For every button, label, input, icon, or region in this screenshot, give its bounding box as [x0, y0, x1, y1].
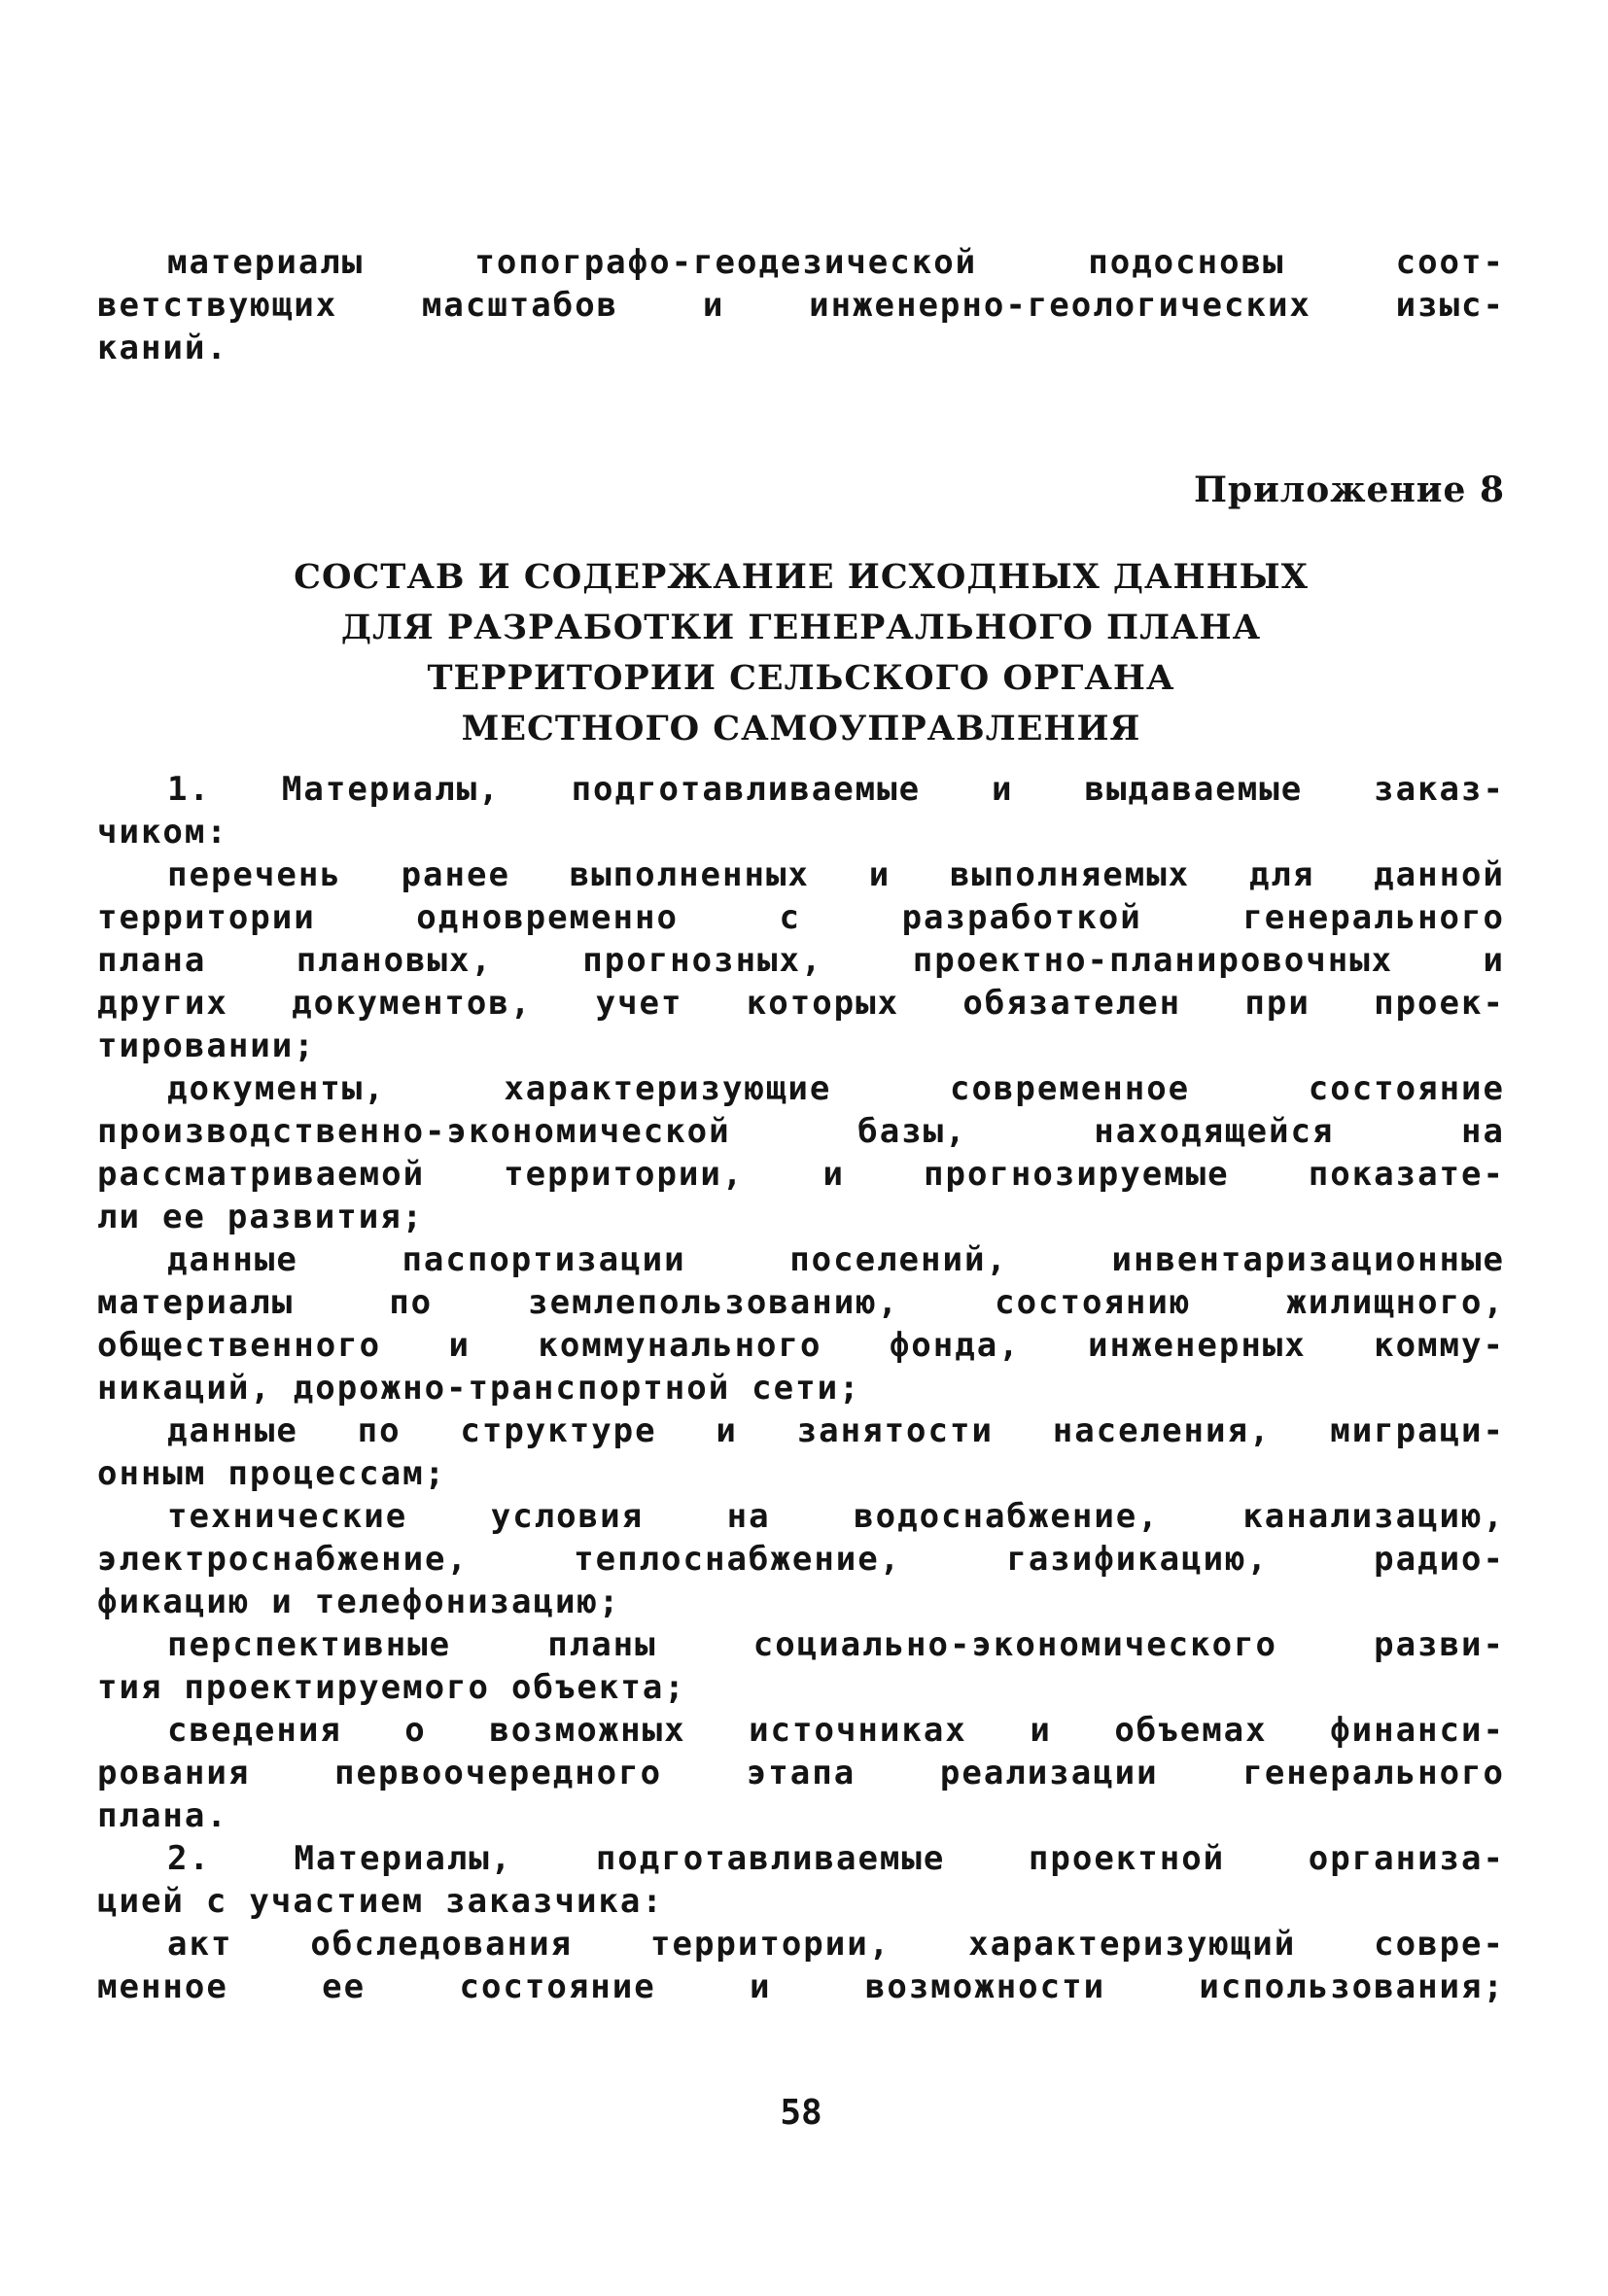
word: производственно-экономической — [97, 1112, 731, 1151]
body-line — [97, 1794, 1505, 1837]
word: о — [404, 1711, 427, 1750]
body-line — [97, 1623, 1505, 1666]
word: первоочередного — [334, 1754, 663, 1792]
body-line — [97, 1110, 1505, 1153]
word: Материалы, — [281, 770, 501, 809]
body-line — [97, 1923, 1505, 1966]
word: чиком: — [97, 813, 228, 852]
body-line — [97, 1452, 1505, 1495]
word: миграци- — [1330, 1411, 1505, 1450]
word: разви- — [1374, 1625, 1505, 1664]
word: инженерно-геологических — [809, 286, 1311, 325]
word: водоснабжение, — [854, 1497, 1160, 1536]
word: ветствующих — [97, 286, 338, 325]
word: генерального — [1242, 1754, 1505, 1792]
word: плановых, — [296, 941, 493, 980]
word: ее — [161, 1198, 206, 1236]
word: фонда, — [889, 1326, 1021, 1365]
continuation-line — [97, 327, 1505, 369]
title-line: ТЕРРИТОРИИ СЕЛЬСКОГО ОРГАНА — [427, 658, 1175, 698]
document-page — [97, 0, 1505, 2296]
word: находящейся — [1094, 1112, 1335, 1151]
body-line — [97, 1880, 1505, 1923]
body-line — [97, 1367, 1505, 1409]
word: развития; — [227, 1198, 425, 1236]
word: тия — [97, 1668, 163, 1707]
word: ранее — [401, 855, 510, 894]
document-title — [97, 552, 1505, 754]
body-line — [97, 1196, 1505, 1238]
word: и — [1030, 1711, 1052, 1750]
word: данные — [167, 1411, 298, 1450]
word: объекта; — [511, 1668, 686, 1707]
word: плана. — [97, 1796, 228, 1835]
word: занятости — [796, 1411, 994, 1450]
word: данной — [1374, 855, 1505, 894]
appendix-label: Приложение 8 — [1193, 470, 1505, 510]
word: территории — [97, 898, 316, 937]
word: и — [1483, 941, 1505, 980]
word: и — [448, 1326, 471, 1365]
continuation-line — [97, 284, 1505, 327]
body-line — [97, 1238, 1505, 1281]
word: документов, — [292, 984, 533, 1023]
word: выполняемых — [949, 855, 1191, 894]
word: обязателен — [962, 984, 1182, 1023]
word: выдаваемые — [1084, 770, 1304, 809]
word: данные — [167, 1240, 298, 1279]
word: фикацию — [97, 1583, 251, 1621]
body-line — [97, 1067, 1505, 1110]
word: подготавливаемые — [595, 1839, 946, 1878]
word: тировании; — [97, 1026, 316, 1065]
word: показате- — [1308, 1155, 1505, 1194]
word: территории, — [650, 1925, 891, 1964]
word: и — [868, 855, 891, 894]
word: социально-экономического — [752, 1625, 1278, 1664]
body-line — [97, 1752, 1505, 1794]
word: подосновы — [1088, 243, 1285, 282]
word: перспективные — [167, 1625, 452, 1664]
word: документы, — [167, 1069, 386, 1108]
word: проектной — [1028, 1839, 1226, 1878]
body-line — [97, 1281, 1505, 1324]
word: базы, — [857, 1112, 967, 1151]
word: рования — [97, 1754, 251, 1792]
word: комму- — [1374, 1326, 1505, 1365]
body-line — [97, 1966, 1505, 2008]
continuation-line — [97, 241, 1505, 284]
word: этапа — [746, 1754, 856, 1792]
word: жилищного, — [1286, 1283, 1505, 1322]
word: Материалы, — [294, 1839, 513, 1878]
word: генерального — [1242, 898, 1505, 937]
body-line — [97, 896, 1505, 939]
word: телефонизацию; — [314, 1583, 621, 1621]
word: цией — [97, 1882, 185, 1921]
word: паспортизации — [402, 1240, 686, 1279]
word: радио- — [1374, 1540, 1505, 1579]
word: проек- — [1374, 984, 1505, 1023]
word: современное — [949, 1069, 1191, 1108]
word: и — [702, 286, 725, 325]
word: рассматриваемой — [97, 1155, 426, 1194]
word: поселений, — [789, 1240, 1008, 1279]
word: реализации — [939, 1754, 1159, 1792]
word: возможных — [489, 1711, 686, 1750]
word: участием — [249, 1882, 425, 1921]
word: ее — [322, 1967, 367, 2006]
word: подготавливаемые — [571, 770, 922, 809]
word: заказчика: — [445, 1882, 664, 1921]
word: выполненных — [569, 855, 810, 894]
title-line: ДЛЯ РАЗРАБОТКИ ГЕНЕРАЛЬНОГО ПЛАНА — [340, 608, 1262, 647]
word: материалы — [167, 243, 365, 282]
word: условия — [490, 1497, 645, 1536]
word: процессам; — [227, 1454, 447, 1493]
word: общественного — [97, 1326, 382, 1365]
word: структуре — [460, 1411, 657, 1450]
word: акт — [167, 1925, 233, 1964]
word: газификацию, — [1006, 1540, 1269, 1579]
word: сети; — [752, 1369, 861, 1408]
word: дорожно-транспортной — [293, 1369, 731, 1408]
word: возможности — [864, 1967, 1106, 2006]
word: перечень — [167, 855, 342, 894]
word: источниках — [749, 1711, 967, 1750]
continuation-paragraph — [97, 241, 1505, 369]
body-line — [97, 1409, 1505, 1452]
word: ли — [97, 1198, 141, 1236]
word: на — [726, 1497, 771, 1536]
word: 2. — [167, 1839, 211, 1878]
word: проектируемого — [184, 1668, 490, 1707]
word: топографо-геодезической — [474, 243, 978, 282]
word: состоянию — [995, 1283, 1192, 1322]
page-number: 58 — [780, 2093, 822, 2133]
word: заказ- — [1374, 770, 1505, 809]
word: территории, — [504, 1155, 745, 1194]
body-line — [97, 853, 1505, 896]
word: одновременно — [416, 898, 679, 937]
word: технические — [167, 1497, 408, 1536]
body-line — [97, 768, 1505, 811]
word: с — [779, 898, 801, 937]
word: состояние — [459, 1967, 656, 2006]
word: совре- — [1374, 1925, 1505, 1964]
word: инженерных — [1088, 1326, 1307, 1365]
word: и — [716, 1411, 738, 1450]
body-line — [97, 1581, 1505, 1623]
word: разработкой — [901, 898, 1142, 937]
word: масштабов — [421, 286, 619, 325]
word: состояние — [1308, 1069, 1505, 1108]
word: проектно-планировочных — [912, 941, 1394, 980]
word: и — [271, 1583, 294, 1621]
word: онным — [97, 1454, 207, 1493]
word: канализацию, — [1242, 1497, 1505, 1536]
body-line — [97, 939, 1505, 982]
word: характеризующий — [968, 1925, 1297, 1964]
word: инвентаризационные — [1111, 1240, 1505, 1279]
word: финанси- — [1330, 1711, 1505, 1750]
word: никаций, — [97, 1369, 272, 1408]
word: прогнозируемые — [924, 1155, 1230, 1194]
word: при — [1244, 984, 1311, 1023]
word: и — [750, 1967, 772, 2006]
word: материалы — [97, 1283, 295, 1322]
word: и — [992, 770, 1014, 809]
word: использования; — [1199, 1967, 1505, 2006]
word: 1. — [167, 770, 211, 809]
word: плана — [97, 941, 207, 980]
body-text — [97, 768, 1505, 2008]
word: населения, — [1052, 1411, 1272, 1450]
word: других — [97, 984, 228, 1023]
word: прогнозных, — [582, 941, 823, 980]
word: каний. — [97, 329, 228, 367]
word: характеризующие — [504, 1069, 832, 1108]
word: планы — [547, 1625, 657, 1664]
word: сведения — [167, 1711, 342, 1750]
word: электроснабжение, — [97, 1540, 469, 1579]
word: землепользованию, — [528, 1283, 900, 1322]
word: организа- — [1308, 1839, 1505, 1878]
word: для — [1248, 855, 1315, 894]
word: по — [357, 1411, 402, 1450]
title-line: МЕСТНОГО САМОУПРАВЛЕНИЯ — [461, 709, 1141, 748]
word: объемах — [1114, 1711, 1268, 1750]
body-line — [97, 811, 1505, 853]
word: менное — [97, 1967, 228, 2006]
title-line: СОСТАВ И СОДЕРЖАНИЕ ИСХОДНЫХ ДАННЫХ — [294, 557, 1309, 597]
word: которых — [746, 984, 900, 1023]
word: на — [1461, 1112, 1505, 1151]
body-line — [97, 1495, 1505, 1538]
word: обследования — [310, 1925, 574, 1964]
word: с — [205, 1882, 228, 1921]
word: коммунального — [538, 1326, 822, 1365]
body-line — [97, 1837, 1505, 1880]
body-line — [97, 1153, 1505, 1196]
body-line — [97, 1538, 1505, 1581]
word: учет — [595, 984, 683, 1023]
word: изыс- — [1395, 286, 1505, 325]
word: и — [822, 1155, 845, 1194]
word: соот- — [1395, 243, 1505, 282]
word: теплоснабжение, — [574, 1540, 902, 1579]
body-line — [97, 982, 1505, 1025]
body-line — [97, 1324, 1505, 1367]
word: по — [389, 1283, 434, 1322]
body-line — [97, 1025, 1505, 1067]
body-line — [97, 1709, 1505, 1752]
body-line — [97, 1666, 1505, 1709]
